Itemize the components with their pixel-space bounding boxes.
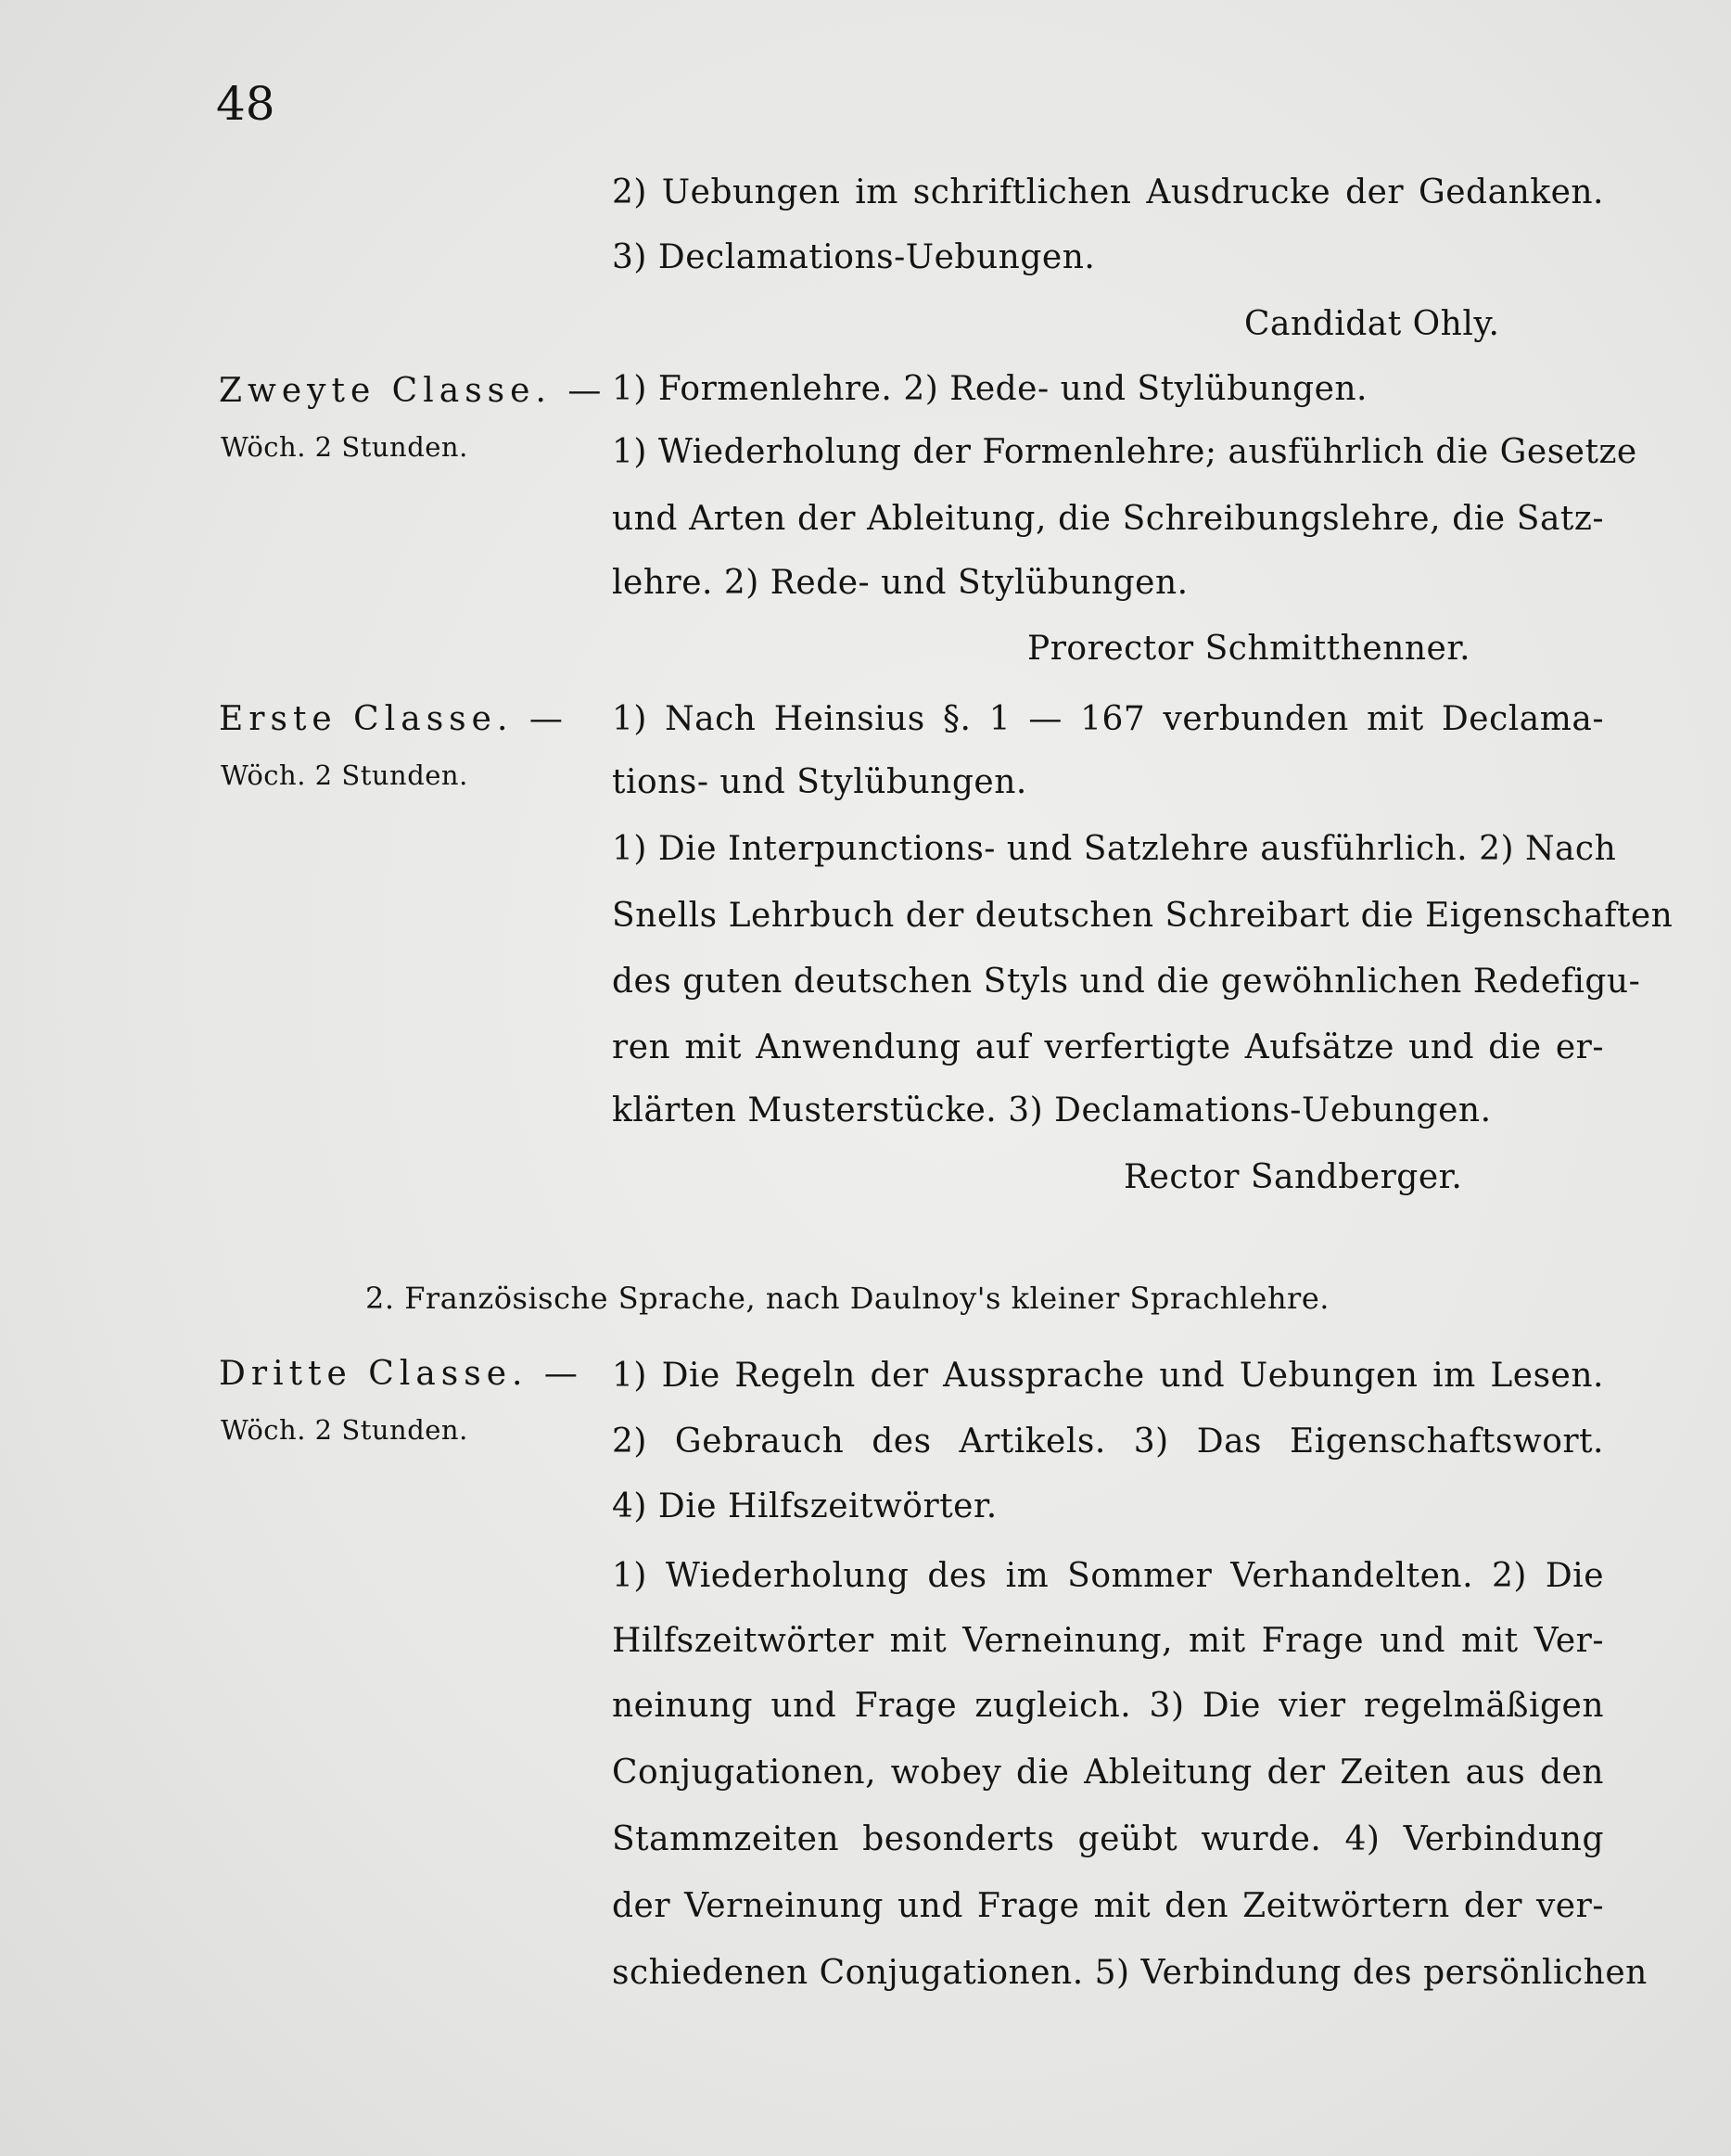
text-line: und Arten der Ableitung, die Schreibungslehre, die Satz- (612, 500, 1604, 538)
text-line: neinung und Frage zugleich. 3) Die vier regelmäßigen (612, 1687, 1604, 1725)
class-hours: Wöch. 2 Stunden. (221, 431, 468, 463)
section-heading: 2. Französische Sprache, nach Daulnoy's kleiner Sprachlehre. (365, 1281, 1330, 1316)
text-line: schiedenen Conjugationen. 5) Verbindung des persönlichen (612, 1954, 1648, 1992)
text-line: klärten Musterstücke. 3) Declamations-Uebungen. (612, 1091, 1492, 1129)
text-line: 2) Gebrauch des Artikels. 3) Das Eigenschaftswort. (612, 1422, 1604, 1461)
class-label: Erste Classe. — (219, 700, 568, 738)
text-line: des guten deutschen Styls und die gewöhnlichen Redefigu- (612, 963, 1641, 1001)
teacher-signature: Candidat Ohly. (1244, 305, 1500, 343)
text-line: tions- und Stylübungen. (612, 763, 1027, 801)
text-line: 2) Uebungen im schriftlichen Ausdrucke der Gedanken. (612, 173, 1604, 211)
text-line: 1) Die Regeln der Aussprache und Uebungen im Lesen. (612, 1357, 1604, 1395)
class-label: Dritte Classe. — (219, 1355, 583, 1393)
text-line: 4) Die Hilfszeitwörter. (612, 1487, 998, 1525)
text-line: lehre. 2) Rede- und Stylübungen. (612, 564, 1189, 602)
class-hours: Wöch. 2 Stunden. (221, 759, 468, 791)
text-line: Stammzeiten besonderts geübt wurde. 4) Verbindung (612, 1820, 1604, 1858)
text-line: Conjugationen, wobey die Ableitung der Zeiten aus den (612, 1754, 1604, 1792)
text-line: 1) Wiederholung der Formenlehre; ausführlich die Gesetze (612, 433, 1637, 471)
class-label: Zweyte Classe. — (219, 372, 607, 410)
text-line: 1) Die Interpunctions- und Satzlehre ausführlich. 2) Nach (612, 830, 1617, 868)
page-number: 48 (216, 77, 275, 131)
teacher-signature: Prorector Schmitthenner. (1027, 630, 1471, 668)
class-summary: 1) Formenlehre. 2) Rede- und Stylübungen. (612, 370, 1368, 408)
text-line: Hilfszeitwörter mit Verneinung, mit Frage und mit Ver- (612, 1622, 1604, 1660)
text-line: der Verneinung und Frage mit den Zeitwörtern der ver- (612, 1887, 1604, 1925)
class-hours: Wöch. 2 Stunden. (221, 1414, 468, 1446)
teacher-signature: Rector Sandberger. (1124, 1158, 1463, 1196)
text-line: 1) Nach Heinsius §. 1 — 167 verbunden mit Declama- (612, 700, 1604, 738)
text-line: 1) Wiederholung des im Sommer Verhandelten. 2) Die (612, 1557, 1604, 1595)
text-line: 3) Declamations-Uebungen. (612, 238, 1096, 276)
text-line: ren mit Anwendung auf verfertigte Aufsätze und die er- (612, 1028, 1604, 1066)
text-line: Snells Lehrbuch der deutschen Schreibart die Eigenschaften (612, 897, 1674, 935)
